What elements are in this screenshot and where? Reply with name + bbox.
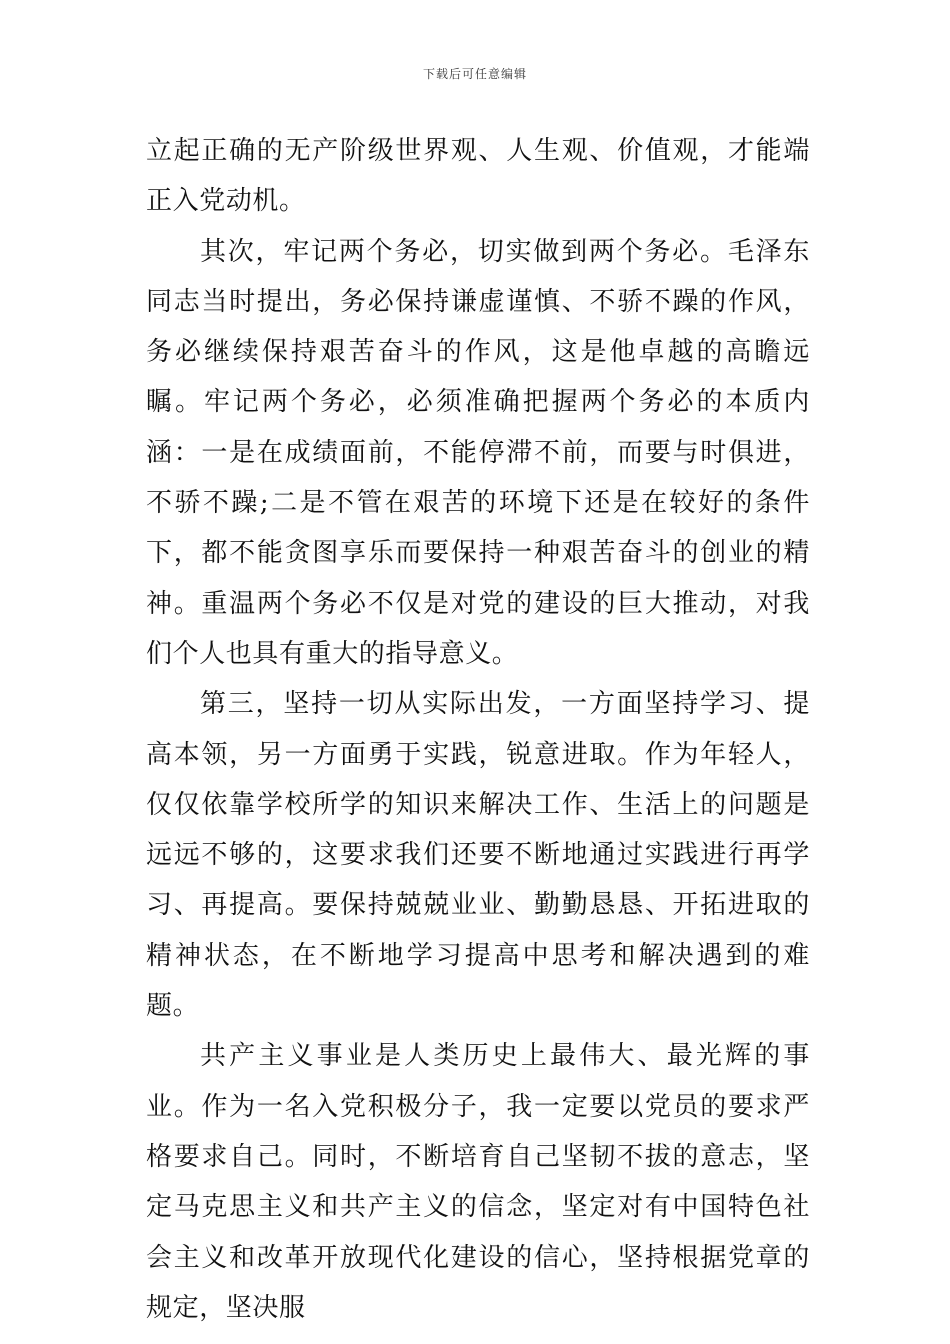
- paragraph-two-musts: 其次，牢记两个务必，切实做到两个务必。毛泽东同志当时提出，务必保持谦虚谨慎、不骄不躁的作风，务必继续保持艰苦奋斗的作风，这是他卓越的高瞻远瞩。牢记两个务必，必须准确把握两个务必的本质内涵：一是在成绩面前，不能停滞不前，而要与时俱进，不骄不躁;二是不管在艰苦的环境下还是在较好的条件下，都不能贪图享乐而要保持一种艰苦奋斗的创业的精神。重温两个务必不仅是对党的建设的巨大推动，对我们个人也具有重大的指导意义。: [146, 236, 810, 669]
- paragraph-continuation: 立起正确的无产阶级世界观、人生观、价值观，才能端正入党动机。: [146, 136, 810, 217]
- page-header-note: 下载后可任意编辑: [422, 67, 527, 81]
- document-body: [146, 126, 810, 1333]
- paragraph-communism: 共产主义事业是人类历史上最伟大、最光辉的事业。作为一名入党积极分子，我一定要以党员的要求严格要求自己。同时，不断培育自己坚韧不拔的意志，坚定马克思主义和共产主义的信念，坚定对有中国特色社会主义和改革开放现代化建设的信心，坚持根据党章的规定，坚决服: [146, 1041, 810, 1323]
- paragraph-practice: 第三，坚持一切从实际出发，一方面坚持学习、提高本领，另一方面勇于实践，锐意进取。作为年轻人，仅仅依靠学校所学的知识来解决工作、生活上的问题是远远不够的，这要求我们还要不断地通过实践进行再学习、再提高。要保持兢兢业业、勤勤恳恳、开拓进取的精神状态，在不断地学习提高中思考和解决遇到的难题。: [146, 689, 810, 1022]
